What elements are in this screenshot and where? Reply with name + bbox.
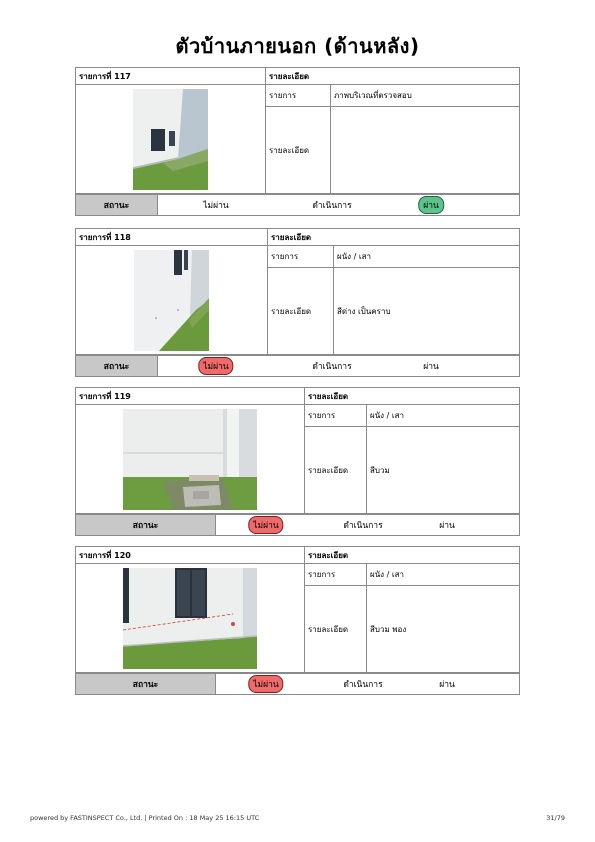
record-title: รายการที่ 119	[76, 388, 305, 405]
inspection-photo[interactable]	[133, 89, 208, 190]
item-label: รายการ	[266, 85, 331, 107]
detail-header: รายละเอียด	[305, 547, 520, 564]
detail-label: รายละเอียด	[268, 268, 334, 355]
status-option-fail[interactable]: ไม่ผ่าน	[248, 516, 283, 534]
detail-value: สีบวม	[367, 427, 520, 514]
photo-cell	[76, 246, 268, 355]
record-120	[75, 546, 520, 695]
status-option-in-progress[interactable]: ดำเนินการ	[343, 521, 383, 531]
record-119	[75, 387, 520, 536]
inspection-photo[interactable]	[123, 568, 257, 669]
record-117	[75, 67, 520, 216]
status-option-in-progress[interactable]: ดำเนินการ	[312, 201, 352, 211]
status-options	[216, 674, 520, 695]
detail-value	[331, 107, 520, 194]
status-options	[158, 195, 520, 216]
detail-value: สีบวม พอง	[367, 586, 520, 673]
detail-header: รายละเอียด	[266, 68, 520, 85]
record-118	[75, 228, 520, 377]
photo-cell	[76, 564, 305, 673]
status-option-pass[interactable]: ผ่าน	[439, 680, 455, 690]
detail-label: รายละเอียด	[305, 586, 367, 673]
footer-printed-info: powered by FASTINSPECT Co., Ltd. | Printed On : 18 May 25 16:15 UTC	[30, 814, 260, 822]
detail-header: รายละเอียด	[268, 229, 520, 246]
status-options	[216, 515, 520, 536]
photo-cell	[76, 405, 305, 514]
status-option-pass[interactable]: ผ่าน	[423, 362, 439, 372]
detail-header: รายละเอียด	[305, 388, 520, 405]
detail-value: สีด่าง เป็นคราบ	[334, 268, 520, 355]
status-label: สถานะ	[76, 195, 158, 216]
photo-cell	[76, 85, 266, 194]
status-option-pass[interactable]: ผ่าน	[439, 521, 455, 531]
record-title: รายการที่ 118	[76, 229, 268, 246]
item-label: รายการ	[268, 246, 334, 268]
item-value: ภาพบริเวณที่ตรวจสอบ	[331, 85, 520, 107]
status-options	[158, 356, 520, 377]
status-option-pass[interactable]: ผ่าน	[418, 196, 444, 214]
status-label: สถานะ	[76, 515, 216, 536]
status-label: สถานะ	[76, 356, 158, 377]
item-label: รายการ	[305, 405, 367, 427]
page-title: ตัวบ้านภายนอก (ด้านหลัง)	[175, 34, 420, 58]
record-title: รายการที่ 120	[76, 547, 305, 564]
status-option-in-progress[interactable]: ดำเนินการ	[312, 362, 352, 372]
status-option-fail[interactable]: ไม่ผ่าน	[198, 357, 233, 375]
inspection-photo[interactable]	[134, 250, 209, 351]
status-option-in-progress[interactable]: ดำเนินการ	[343, 680, 383, 690]
item-value: ผนัง / เสา	[367, 405, 520, 427]
status-option-fail[interactable]: ไม่ผ่าน	[203, 201, 229, 211]
detail-label: รายละเอียด	[266, 107, 331, 194]
item-value: ผนัง / เสา	[334, 246, 520, 268]
page-number: 31/79	[546, 814, 565, 822]
item-label: รายการ	[305, 564, 367, 586]
item-value: ผนัง / เสา	[367, 564, 520, 586]
status-option-fail[interactable]: ไม่ผ่าน	[248, 675, 283, 693]
detail-label: รายละเอียด	[305, 427, 367, 514]
record-title: รายการที่ 117	[76, 68, 266, 85]
inspection-photo[interactable]	[123, 409, 257, 510]
status-label: สถานะ	[76, 674, 216, 695]
